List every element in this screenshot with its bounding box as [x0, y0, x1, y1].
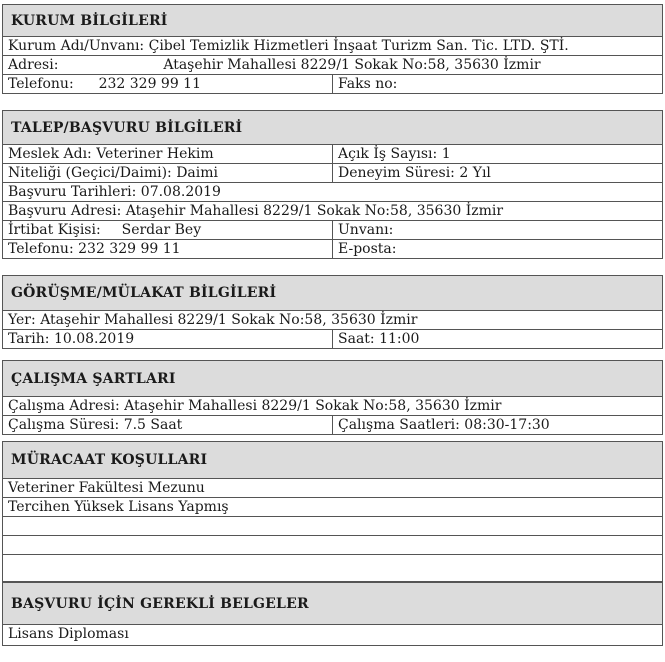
telefon-label: Telefonu: [8, 241, 74, 257]
nitelik-value: Daimi [176, 165, 219, 181]
section-header-muracaat: MÜRACAAT KOŞULLARI [2, 441, 663, 479]
talep-meslek-row [2, 145, 663, 164]
muracaat-item-text: Veteriner Fakültesi Mezunu [8, 480, 205, 496]
calisma-adres-row [2, 397, 663, 416]
kurum-address-value: Ataşehir Mahallesi 8229/1 Sokak No:58, 35630 İzmir [163, 57, 541, 73]
section-header-calisma: ÇALIŞMA ŞARTLARI [2, 360, 663, 397]
section-header-gorusme: GÖRÜŞME/MÜLAKAT BİLGİLERİ [2, 275, 663, 311]
muracaat-item [2, 555, 663, 582]
talep-irtibat-row [2, 221, 663, 240]
muracaat-item [2, 498, 663, 517]
deneyim-label: Deneyim Süresi: [338, 165, 455, 181]
section-header-belgeler: BAŞVURU İÇİN GEREKLİ BELGELER [2, 582, 663, 625]
kurum-phone-label: Telefonu: [8, 76, 74, 92]
muracaat-item [2, 536, 663, 555]
belge-item-text: Lisans Diploması [8, 626, 129, 642]
eposta-label: E-posta: [338, 241, 397, 257]
telefon-value: 232 329 99 11 [78, 241, 181, 257]
basvuru-adres-label: Başvuru Adresi: [8, 203, 122, 219]
acik-is-value: 1 [441, 146, 451, 162]
talep-adres-row [2, 202, 663, 221]
acik-is-label: Açık İş Sayısı: [338, 146, 438, 162]
section-header-talep: TALEP/BAŞVURU BİLGİLERİ [2, 110, 663, 145]
yer-value: Ataşehir Mahallesi 8229/1 Sokak No:58, 35630 İzmir [40, 312, 418, 328]
irtibat-value: Serdar Bey [121, 222, 202, 238]
talep-tarih-row [2, 183, 663, 202]
gorusme-yer-row [2, 311, 663, 330]
muracaat-item [2, 479, 663, 498]
talep-telefon-row [2, 240, 663, 259]
nitelik-label: Niteliği (Geçici/Daimi): [8, 165, 172, 181]
meslek-value: Veteriner Hekim [96, 146, 214, 162]
muracaat-item-text [3, 555, 662, 581]
calisma-sure-label: Çalışma Süresi: [8, 417, 120, 433]
muracaat-item-text [3, 517, 662, 535]
gorusme-tarih-row [2, 330, 663, 349]
basvuru-adres-value: Ataşehir Mahallesi 8229/1 Sokak No:58, 35630 İzmir [125, 203, 504, 219]
saat-label: Saat: [338, 331, 375, 347]
muracaat-item [2, 517, 663, 536]
calisma-saatleri-label: Çalışma Saatleri: [338, 417, 460, 433]
basvuru-tarih-label: Başvuru Tarihleri: [8, 184, 137, 200]
basvuru-tarih-value: 07.08.2019 [140, 184, 221, 200]
unvan-label: Unvanı: [338, 222, 394, 238]
calisma-sure-row [2, 416, 663, 435]
gorusme-tarih-value: 10.08.2019 [53, 331, 135, 347]
calisma-adres-label: Çalışma Adresi: [8, 398, 120, 414]
kurum-fax-label: Faks no: [338, 76, 398, 92]
muracaat-item-text: Tercihen Yüksek Lisans Yapmış [8, 499, 229, 515]
kurum-name-row [2, 37, 663, 56]
meslek-label: Meslek Adı: [8, 146, 92, 162]
calisma-saatleri-value: 08:30-17:30 [464, 417, 550, 433]
yer-label: Yer: [8, 312, 36, 328]
kurum-phone-value: 232 329 99 11 [98, 76, 202, 92]
deneyim-value: 2 Yıl [459, 165, 491, 181]
kurum-name-value: Çibel Temizlik Hizmetleri İnşaat Turizm San. Tic. LTD. ŞTİ. [148, 38, 569, 54]
kurum-address-row [2, 56, 663, 75]
saat-value: 11:00 [379, 331, 420, 347]
gorusme-tarih-label: Tarih: [8, 331, 50, 347]
calisma-sure-value: 7.5 Saat [123, 417, 183, 433]
section-header-kurum: KURUM BİLGİLERİ [2, 4, 663, 37]
kurum-address-label: Adresi: [8, 57, 59, 73]
muracaat-item-text [3, 536, 662, 554]
talep-nitelik-row [2, 164, 663, 183]
kurum-name-label: Kurum Adı/Unvanı: [8, 38, 145, 54]
calisma-adres-value: Ataşehir Mahallesi 8229/1 Sokak No:58, 35630 İzmir [124, 398, 502, 414]
irtibat-label: İrtibat Kişisi: [8, 222, 101, 238]
kurum-phone-row [2, 75, 663, 94]
belge-item [2, 625, 663, 646]
